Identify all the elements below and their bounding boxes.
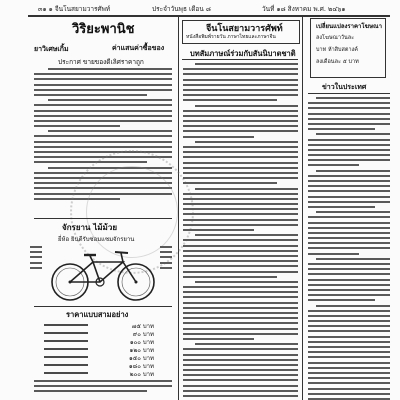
section-title: ข่าวในประเทศ <box>322 83 367 91</box>
price-list <box>44 321 154 379</box>
ad-intro: ประกาศ ขายของดีเลิศราคาถูก <box>58 58 144 66</box>
rate-notice-title: เปลี่ยนแปลงราคาโฆษณา <box>316 23 382 30</box>
ad-footer-text <box>34 380 172 400</box>
price-row: ๑๒๐ บาท <box>44 345 154 353</box>
ad-subtitle-right: ค่าแสนค่าซื้อของ <box>112 44 165 52</box>
rate-notice-line-2: บาท ห้าสิบสตางค์ <box>316 47 358 53</box>
center-article-text <box>183 63 298 400</box>
ad-title: วิริยะพานิช <box>72 22 135 37</box>
price-row: ๑๕๐ บาท <box>44 353 154 361</box>
right-side-note <box>160 246 172 296</box>
masthead-subtitle: หนังสือพิมพ์รายวัน ภาษาไทยและภาษาจีน <box>186 34 276 40</box>
price-row: ๑๐๐ บาท <box>44 337 154 345</box>
price-heading: ราคาแบบสามอย่าง <box>66 310 129 319</box>
header-date: วันที่ ๑๘ สิงหาคม พ.ศ. ๒๔๖๑ <box>262 5 346 13</box>
price-row: ๙๐ บาท <box>44 329 154 337</box>
bicycle-illustration <box>48 244 158 304</box>
ad-subtitle-left: ยาวิเศษเกิ้ม <box>34 45 69 53</box>
price-row: ๗๕ บาท <box>44 321 154 329</box>
header-issue: ประจำวันพุธ เดือน ๘ <box>152 5 211 13</box>
headline: บทสัมภาษณ์ร่วมกับสันนิบาตชาติ <box>190 49 296 58</box>
column-divider-2 <box>302 17 303 400</box>
bicycle-heading: จักรยาน ไม้ม้วย <box>62 223 118 232</box>
header-rule <box>28 15 390 17</box>
bicycle-caption: ยี่ห้อ ยินดีรับซ่อมแซมจักรยาน <box>58 236 135 243</box>
right-article-text <box>308 97 390 400</box>
masthead-title: จีนโนสยามวารศัพท์ <box>206 24 283 34</box>
price-row: ๒๐๐ บาท <box>44 369 154 377</box>
rate-notice-line-3: ลงเดือนละ ๕ บาท <box>316 59 359 65</box>
left-side-note <box>30 246 42 296</box>
price-row: ๑๘๐ บาท <box>44 361 154 369</box>
rate-notice-line-1: ลงโฆษณาวันละ <box>316 35 355 41</box>
header-left: ๓๑ ๑ จีนโนสยามวารศัพท์ <box>38 5 111 13</box>
